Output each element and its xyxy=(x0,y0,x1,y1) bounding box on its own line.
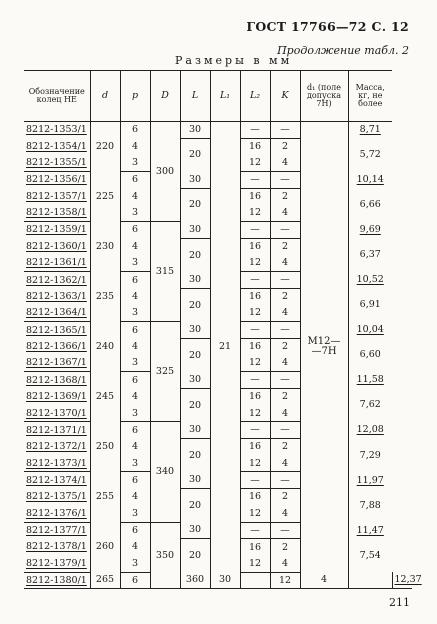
L2-cell: — xyxy=(240,472,270,489)
p-cell: 4 xyxy=(120,188,150,205)
col-L: L xyxy=(180,71,210,122)
K-cell: — xyxy=(270,272,300,289)
d1-cell xyxy=(348,572,392,589)
mass-cell: 9,69 xyxy=(348,222,392,239)
K-cell: 4 xyxy=(270,555,300,572)
L2-cell: 12 xyxy=(240,455,270,472)
L-cell: 20 xyxy=(180,138,210,171)
L2-cell: 12 xyxy=(240,405,270,422)
L2-cell: 16 xyxy=(240,389,270,406)
p-cell: 3 xyxy=(120,255,150,272)
K-cell: 4 xyxy=(300,572,348,589)
table-continuation-label: Продолжение табл. 2 xyxy=(277,44,409,57)
designation-cell: 8212-1355/1 xyxy=(24,155,90,172)
L2-cell: — xyxy=(240,422,270,439)
L2-cell: 16 xyxy=(240,539,270,556)
col-d: d xyxy=(90,71,120,122)
d-cell: 240 xyxy=(90,322,120,372)
designation-cell: 8212-1358/1 xyxy=(24,205,90,222)
L-cell: 20 xyxy=(180,338,210,371)
mass-cell: 6,66 xyxy=(348,188,392,221)
L2-cell: — xyxy=(240,122,270,139)
L2-cell: — xyxy=(240,172,270,189)
standard-header: ГОСТ 17766—72 С. 12 xyxy=(246,19,409,34)
mass-cell: 12,37 xyxy=(392,572,412,589)
K-cell: 2 xyxy=(270,238,300,255)
K-cell: 2 xyxy=(270,188,300,205)
p-cell: 3 xyxy=(120,555,150,572)
L2-cell: 12 xyxy=(240,555,270,572)
p-cell: 6 xyxy=(120,472,150,489)
designation-cell: 8212-1356/1 xyxy=(26,174,87,186)
p-cell: 6 xyxy=(120,422,150,439)
L-cell: 30 xyxy=(180,472,210,489)
L-cell: 30 xyxy=(180,122,210,139)
p-cell: 6 xyxy=(120,322,150,339)
L-cell: 20 xyxy=(180,539,210,572)
designation-cell: 8212-1353/1 xyxy=(26,124,87,136)
p-cell: 6 xyxy=(120,522,150,539)
designation-cell: 8212-1376/1 xyxy=(24,505,90,522)
L2-cell: — xyxy=(240,372,270,389)
K-cell: 4 xyxy=(270,405,300,422)
K-cell: 4 xyxy=(270,205,300,222)
dimensions-table xyxy=(24,70,422,589)
K-cell: 4 xyxy=(270,455,300,472)
col-K: K xyxy=(270,71,300,122)
table-row xyxy=(24,572,412,589)
L2-cell: 12 xyxy=(240,205,270,222)
designation-cell: 8212-1378/1 xyxy=(26,541,87,553)
L-cell: 20 xyxy=(180,439,210,472)
p-cell: 6 xyxy=(120,122,150,139)
D-cell: 325 xyxy=(150,322,180,422)
p-cell: 3 xyxy=(120,355,150,372)
designation-cell: 8212-1373/1 xyxy=(24,455,90,472)
K-cell: — xyxy=(270,122,300,139)
p-cell: 4 xyxy=(120,238,150,255)
table-row xyxy=(24,122,412,139)
mass-cell: 7,54 xyxy=(348,539,392,572)
L2-cell: — xyxy=(240,322,270,339)
designation-cell: 8212-1367/1 xyxy=(24,355,90,372)
p-cell: 6 xyxy=(120,372,150,389)
designation-cell: 8212-1354/1 xyxy=(26,140,87,152)
L-cell: 30 xyxy=(180,522,210,539)
L2-cell: 12 xyxy=(240,505,270,522)
designation-cell: 8212-1374/1 xyxy=(26,474,87,486)
mass-cell: 10,04 xyxy=(348,322,392,339)
mass-cell: 8,71 xyxy=(348,122,392,139)
K-cell: 2 xyxy=(270,338,300,355)
p-cell: 4 xyxy=(120,389,150,406)
designation-cell: 8212-1371/1 xyxy=(26,424,87,436)
d-cell: 230 xyxy=(90,222,120,272)
K-cell: 2 xyxy=(270,389,300,406)
mass-cell: 10,52 xyxy=(348,272,392,289)
p-cell: 4 xyxy=(120,288,150,305)
d-cell: 220 xyxy=(90,122,120,172)
mass-cell: 6,60 xyxy=(348,338,392,371)
L2-cell: — xyxy=(240,272,270,289)
mass-cell: 10,14 xyxy=(348,172,392,189)
designation-cell: 8212-1372/1 xyxy=(26,441,87,453)
K-cell: 2 xyxy=(270,288,300,305)
K-cell: — xyxy=(270,222,300,239)
K-cell: — xyxy=(270,522,300,539)
L2-cell: 16 xyxy=(240,288,270,305)
K-cell: 4 xyxy=(270,305,300,322)
p-cell: 3 xyxy=(120,455,150,472)
mass-cell: 6,91 xyxy=(348,288,392,321)
K-cell: 2 xyxy=(270,539,300,556)
designation-cell: 8212-1379/1 xyxy=(24,555,90,572)
L-cell: 30 xyxy=(180,372,210,389)
col-p: p xyxy=(120,71,150,122)
L2-cell: — xyxy=(240,222,270,239)
d1-cell: M12— —7H xyxy=(300,122,348,573)
L-cell: 20 xyxy=(180,389,210,422)
L2-cell: 12 xyxy=(240,155,270,172)
designation-cell: 8212-1377/1 xyxy=(26,524,87,536)
K-cell: — xyxy=(270,422,300,439)
D-cell: 360 xyxy=(180,572,210,589)
d-cell: 265 xyxy=(90,572,120,589)
designation-cell: 8212-1362/1 xyxy=(26,274,87,286)
designation-cell: 8212-1365/1 xyxy=(26,324,87,336)
L2-cell: 12 xyxy=(270,572,300,589)
K-cell: 4 xyxy=(270,505,300,522)
mass-cell: 11,47 xyxy=(348,522,392,539)
L2-cell: 16 xyxy=(240,439,270,456)
p-cell: 6 xyxy=(120,572,150,589)
K-cell: — xyxy=(270,172,300,189)
K-cell: 4 xyxy=(270,355,300,372)
col-designation: Обозначение колец НЕ xyxy=(24,71,90,122)
L-cell: 20 xyxy=(180,489,210,522)
designation-cell: 8212-1366/1 xyxy=(26,341,87,353)
p-cell: 6 xyxy=(120,222,150,239)
col-L2: L₂ xyxy=(240,71,270,122)
p-cell: 3 xyxy=(120,205,150,222)
L2-cell: 16 xyxy=(240,338,270,355)
L-cell: 20 xyxy=(180,288,210,321)
p-cell: 4 xyxy=(120,138,150,155)
mass-cell: 6,37 xyxy=(348,238,392,271)
designation-cell: 8212-1363/1 xyxy=(26,290,87,302)
L2-cell: — xyxy=(240,522,270,539)
mass-cell: 7,62 xyxy=(348,389,392,422)
d-cell: 225 xyxy=(90,172,120,222)
L1-cell: 21 xyxy=(210,122,240,573)
L-cell: 20 xyxy=(180,238,210,271)
p-cell: 3 xyxy=(120,155,150,172)
L-cell: 30 xyxy=(180,172,210,189)
sizes-caption: Размеры в мм xyxy=(175,54,293,67)
D-cell: 350 xyxy=(150,522,180,589)
K-cell: 4 xyxy=(270,155,300,172)
designation-cell: 8212-1369/1 xyxy=(26,391,87,403)
K-cell: — xyxy=(270,372,300,389)
col-D: D xyxy=(150,71,180,122)
K-cell: 2 xyxy=(270,439,300,456)
page-number: 211 xyxy=(389,596,410,609)
designation-cell: 8212-1359/1 xyxy=(26,224,87,236)
designation-cell: 8212-1368/1 xyxy=(26,374,87,386)
mass-cell: 7,29 xyxy=(348,439,392,472)
mass-cell: 7,88 xyxy=(348,489,392,522)
d-cell: 235 xyxy=(90,272,120,322)
p-cell: 3 xyxy=(120,505,150,522)
designation-cell: 8212-1370/1 xyxy=(24,405,90,422)
col-d1: d₁ (поле допуска 7Н) xyxy=(300,71,348,122)
p-cell: 3 xyxy=(120,405,150,422)
d-cell: 260 xyxy=(90,522,120,572)
mass-cell: 12,08 xyxy=(348,422,392,439)
L-cell: 30 xyxy=(180,272,210,289)
p-cell: 6 xyxy=(120,172,150,189)
designation-cell: 8212-1380/1 xyxy=(24,572,90,589)
p-cell: 4 xyxy=(120,439,150,456)
L2-cell: 16 xyxy=(240,188,270,205)
d-cell: 255 xyxy=(90,472,120,522)
col-mass: Масса, кг, не более xyxy=(348,71,392,122)
L-cell: 30 xyxy=(180,222,210,239)
designation-cell: 8212-1357/1 xyxy=(26,190,87,202)
designation-cell: 8212-1360/1 xyxy=(26,240,87,252)
L2-cell: 12 xyxy=(240,355,270,372)
K-cell: 2 xyxy=(270,489,300,506)
L-cell: 30 xyxy=(180,422,210,439)
mass-cell: 5,72 xyxy=(348,138,392,171)
d-cell: 250 xyxy=(90,422,120,472)
d-cell: 245 xyxy=(90,372,120,422)
K-cell: 4 xyxy=(270,255,300,272)
K-cell: — xyxy=(270,472,300,489)
L2-cell: 16 xyxy=(240,489,270,506)
p-cell: 4 xyxy=(120,489,150,506)
col-L1: L₁ xyxy=(210,71,240,122)
mass-cell: 11,97 xyxy=(348,472,392,489)
D-cell: 315 xyxy=(150,222,180,322)
L1-cell xyxy=(240,572,270,589)
L-cell: 30 xyxy=(210,572,240,589)
D-cell: 300 xyxy=(150,122,180,222)
L-cell: 30 xyxy=(180,322,210,339)
L2-cell: 16 xyxy=(240,238,270,255)
mass-cell: 11,58 xyxy=(348,372,392,389)
designation-cell: 8212-1375/1 xyxy=(26,491,87,503)
designation-cell: 8212-1364/1 xyxy=(24,305,90,322)
p-cell: 3 xyxy=(120,305,150,322)
L2-cell: 12 xyxy=(240,255,270,272)
p-cell: 6 xyxy=(120,272,150,289)
L2-cell: 16 xyxy=(240,138,270,155)
L-cell: 20 xyxy=(180,188,210,221)
p-cell: 4 xyxy=(120,539,150,556)
p-cell: 4 xyxy=(120,338,150,355)
K-cell: 2 xyxy=(270,138,300,155)
designation-cell: 8212-1361/1 xyxy=(24,255,90,272)
D-cell: 340 xyxy=(150,422,180,522)
K-cell: — xyxy=(270,322,300,339)
L2-cell: 12 xyxy=(240,305,270,322)
